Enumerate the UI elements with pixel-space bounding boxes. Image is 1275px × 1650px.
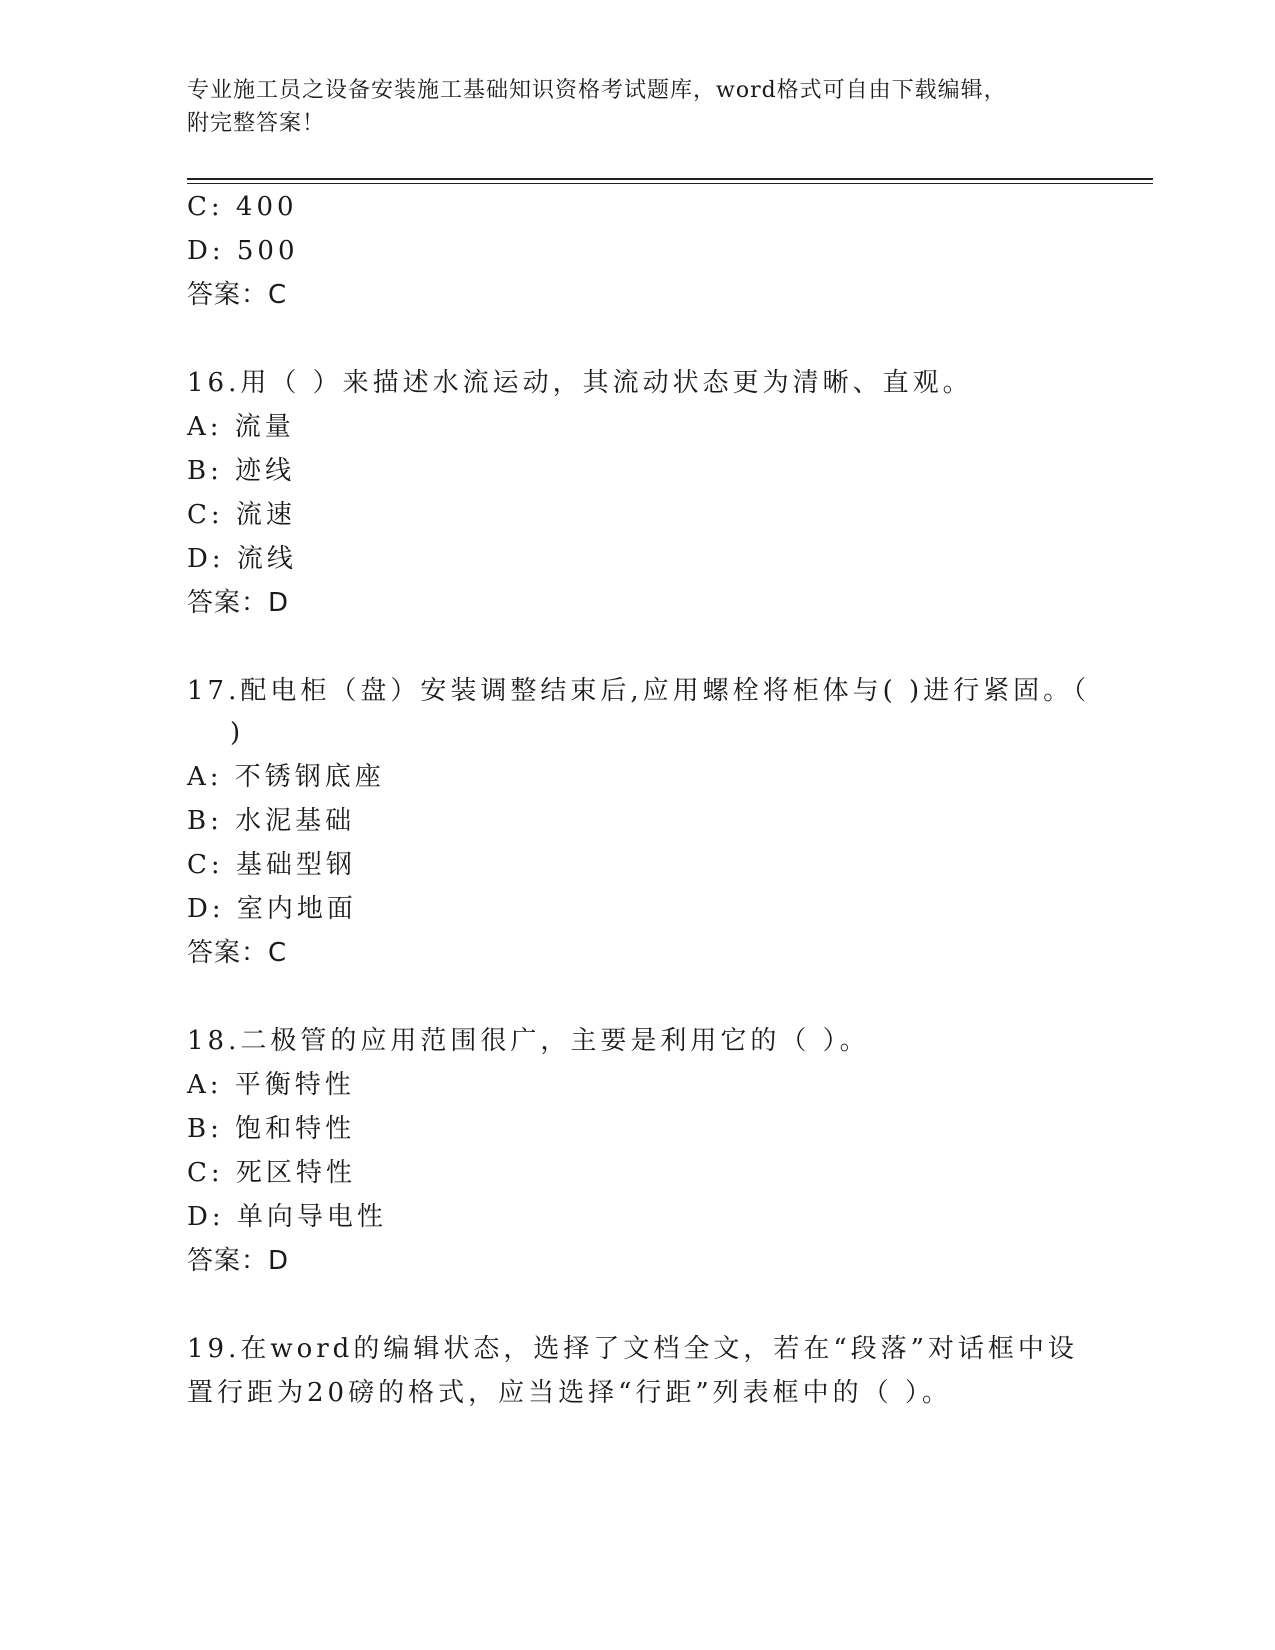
q18-answer: 答案：D (187, 1246, 290, 1276)
q18-option-a: A: 平衡特性 (187, 1070, 355, 1100)
q17-question: 17.配电柜（盘）安装调整结束后,应用螺栓将柜体与( )进行紧固。（ (187, 676, 1091, 706)
q17-option-c: C: 基础型钢 (187, 850, 356, 880)
q16-question: 16.用（ ）来描述水流运动，其流动状态更为清晰、直观。 (187, 368, 973, 398)
q19-question: 19.在word的编辑状态，选择了文档全文，若在“段落”对话框中设 (187, 1334, 1078, 1364)
document-header (187, 74, 1067, 140)
header-line-2: 附完整答案！ (187, 111, 326, 136)
q15-answer: 答案：C (187, 280, 288, 310)
q16-option-b: B: 迹线 (187, 456, 296, 486)
q15-option-d: D: 500 (187, 236, 299, 266)
q17-option-d: D: 室内地面 (187, 894, 357, 924)
header-line-1: 专业施工员之设备安装施工基础知识资格考试题库，word格式可自由下载编辑， (187, 78, 1007, 103)
q18-option-d: D: 单向导电性 (187, 1202, 387, 1232)
q17-question-continued: ) (230, 718, 245, 748)
q16-option-c: C: 流速 (187, 500, 296, 530)
q15-option-c: C: 400 (187, 192, 298, 222)
q17-answer: 答案：C (187, 938, 288, 968)
q18-option-c: C: 死区特性 (187, 1158, 356, 1188)
q18-question: 18.二极管的应用范围很广，主要是利用它的（ ）。 (187, 1026, 870, 1056)
q18-option-b: B: 饱和特性 (187, 1114, 356, 1144)
q16-option-a: A: 流量 (187, 412, 295, 442)
q17-option-a: A: 不锈钢底座 (187, 762, 385, 792)
q16-answer: 答案：D (187, 588, 290, 618)
q17-option-b: B: 水泥基础 (187, 806, 356, 836)
q16-option-d: D: 流线 (187, 544, 297, 574)
header-divider-thin (187, 183, 1153, 184)
header-divider-thick (187, 178, 1153, 180)
q19-question-continued: 置行距为20磅的格式，应当选择“行距”列表框中的（ ）。 (187, 1378, 952, 1408)
